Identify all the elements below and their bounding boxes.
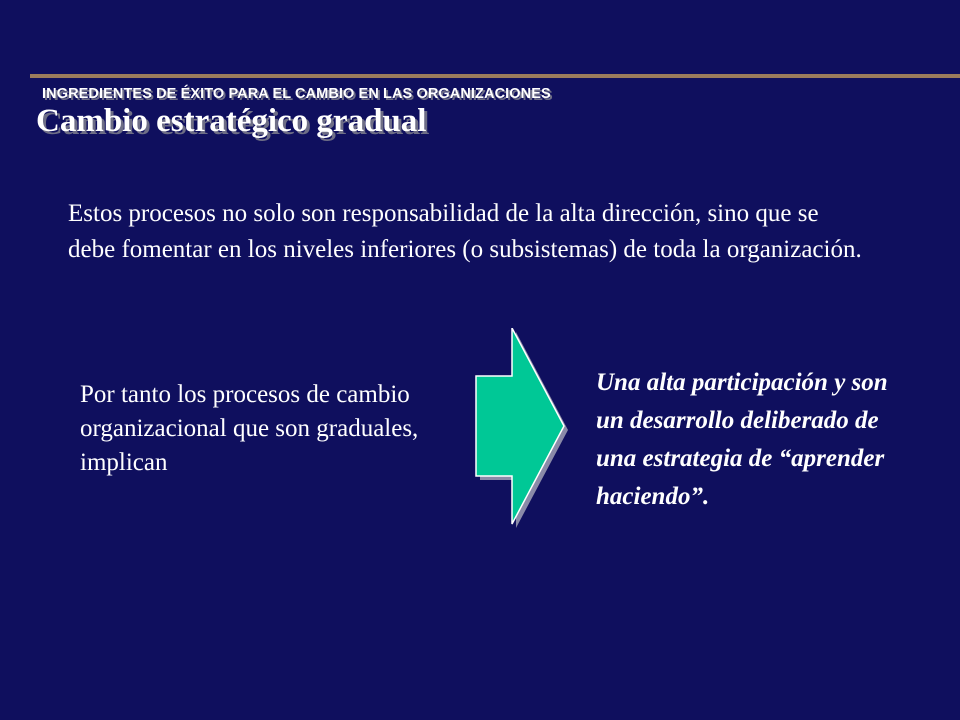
left-paragraph: Por tanto los procesos de cambio organizacional que son graduales, implican: [80, 381, 419, 476]
section-subtitle: INGREDIENTES DE ÉXITO PARA EL CAMBIO EN LAS ORGANIZACIONES: [42, 86, 551, 102]
right-arrow-icon: [474, 328, 570, 533]
right-paragraph: Una alta participación y son un desarrollo deliberado de una estrategia de “aprender haciendo”.: [596, 369, 888, 510]
intro-paragraph: Estos procesos no solo son responsabilidad de la alta dirección, sino que se debe fomentar en los niveles inferiores (o subsistemas) de toda la organización.: [68, 200, 862, 263]
top-rule: [30, 74, 960, 78]
slide-title: Cambio estratégico gradual: [36, 103, 427, 139]
